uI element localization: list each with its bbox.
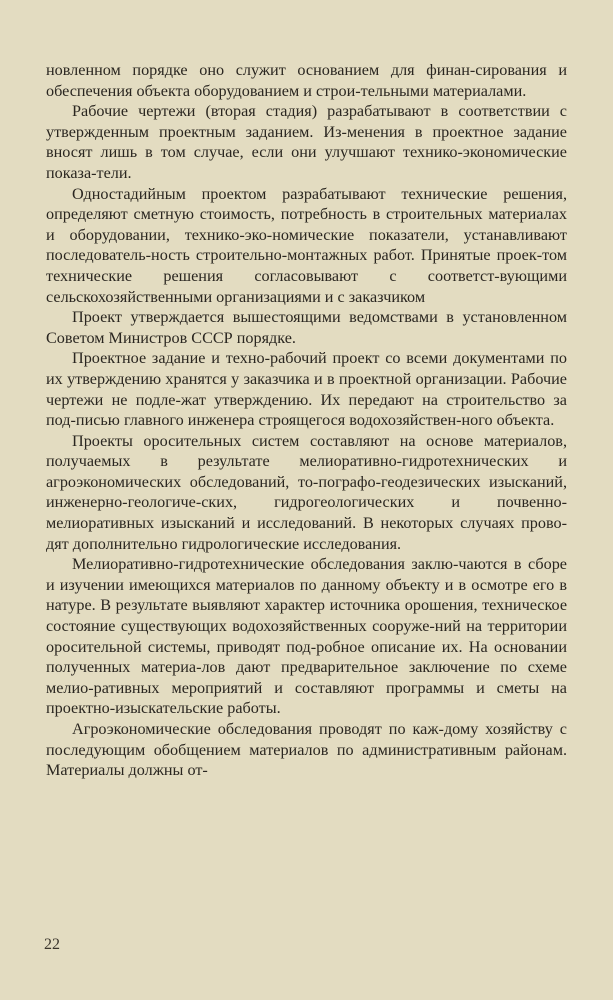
paragraph: Одностадийным проектом разрабатывают технические решения, определяют сметную стоимость, потребность в строительных материалах и оборудовании, технико-эко-номические показатели, устанавливают последователь-ность строительно-монтажных работ. Принятые проек-том технические решения согласовывают с соответст-вующими сельскохозяйственными организациями и с заказчиком [46, 184, 567, 306]
body-text [46, 60, 567, 781]
paragraph: Проекты оросительных систем составляют на основе материалов, получаемых в результате мелиоративно-гидротехнических и агроэкономических обследований, то-пографо-геодезических изысканий, инженерно-геологиче-ских, гидрогеологических и почвенно-мелиоративных изысканий и исследований. В некоторых случаях прово-дят дополнительно гидрологические исследования. [46, 431, 567, 553]
paragraph: новленном порядке оно служит основанием для финан-сирования и обеспечения объекта оборудованием и строи-тельными материалами. [46, 61, 567, 100]
paragraph: Мелиоративно-гидротехнические обследования заклю-чаются в сборе и изучении имеющихся материалов по данному объекту и в осмотре его в натуре. В результате выявляют характер источника орошения, техническое состояние существующих водохозяйственных сооруже-ний на территории оросительной системы, приводят под-робное описание их. На основании полученных материа-лов дают предварительное заключение по схеме мелио-ративных мероприятий и составляют программы и сметы на проектно-изыскательские работы. [46, 555, 567, 718]
paragraph: Проект утверждается вышестоящими ведомствами в установленном Советом Министров СССР порядке. [46, 308, 567, 347]
paragraph: Агроэкономические обследования проводят по каж-дому хозяйству с последующим обобщением материалов по административным районам. Материалы должны от- [46, 720, 567, 780]
paragraph: Рабочие чертежи (вторая стадия) разрабатывают в соответствии с утвержденным проектным заданием. Из-менения в проектное задание вносят лишь в том случае, если они улучшают технико-экономические показа-тели. [46, 102, 567, 182]
page-number: 22 [44, 936, 60, 953]
paragraph: Проектное задание и техно-рабочий проект со всеми документами по их утверждению хранятся у заказчика и в проектной организации. Рабочие чертежи не подле-жат утверждению. Их передают на строительство за под-писью главного инженера строящегося водохозяйствен-ного объекта. [46, 349, 567, 430]
